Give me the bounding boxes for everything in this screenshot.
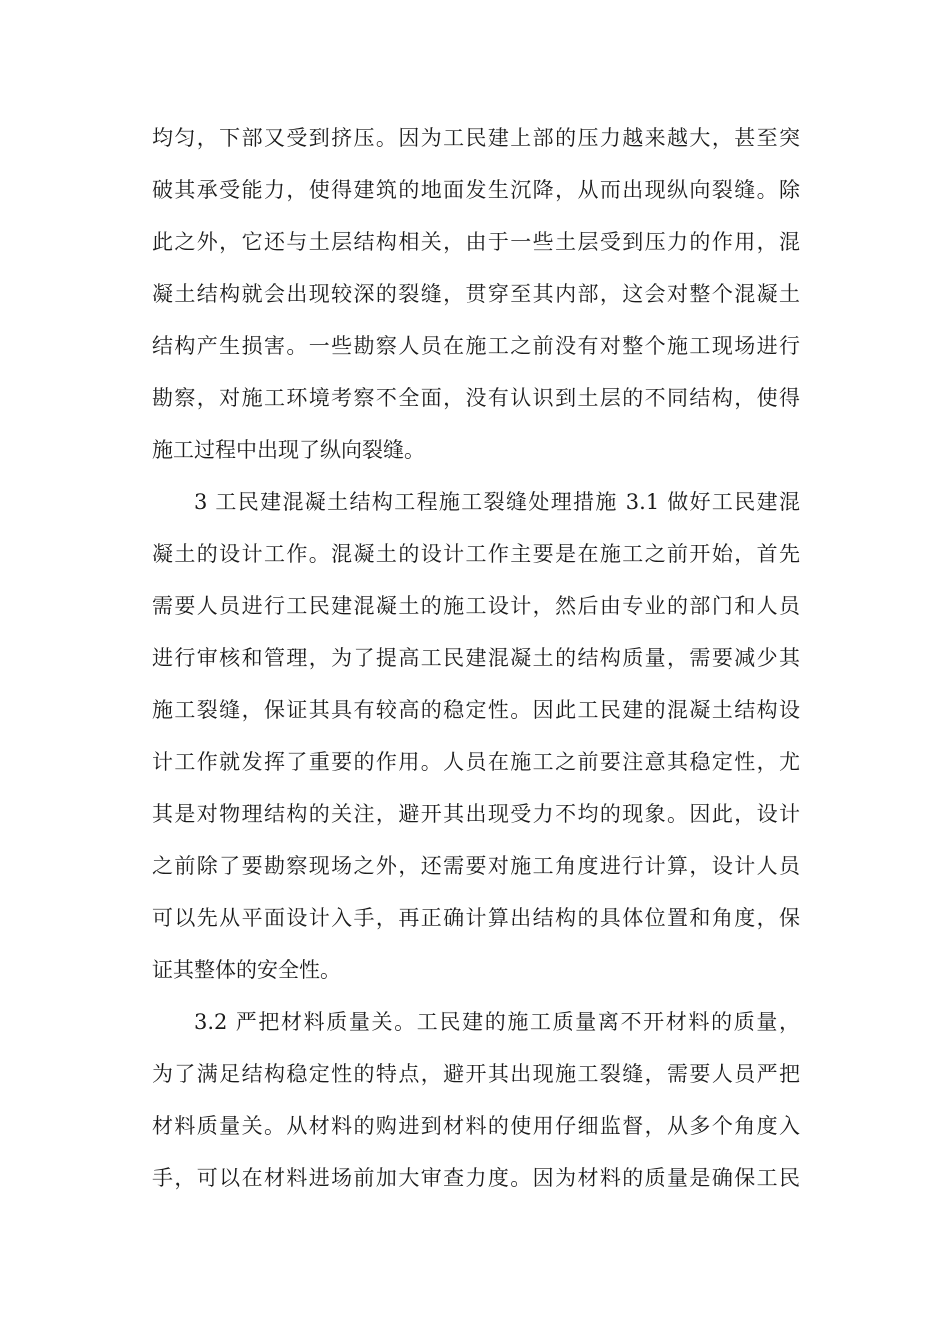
document-body [152,112,800,1204]
paragraph-section-3-1 [152,476,800,996]
text-line: 凝土的设计工作。混凝土的设计工作主要是在施工之前开始，首先 [152,542,800,566]
text-line: 3 工民建混凝土结构工程施工裂缝处理措施 3.1 做好工民建混 [194,490,800,514]
text-line: 均匀，下部又受到挤压。因为工民建上部的压力越来越大，甚至突 [152,126,800,150]
text-line: 结构产生损害。一些勘察人员在施工之前没有对整个施工现场进行 [152,334,800,358]
text-line: 施工裂缝，保证其具有较高的稳定性。因此工民建的混凝土结构设 [152,698,800,722]
text-line: 破其承受能力，使得建筑的地面发生沉降，从而出现纵向裂缝。除 [152,178,800,202]
text-line: 进行审核和管理，为了提高工民建混凝土的结构质量，需要减少其 [152,646,800,670]
text-line: 其是对物理结构的关注，避开其出现受力不均的现象。因此，设计 [152,802,800,826]
text-line: 可以先从平面设计入手，再正确计算出结构的具体位置和角度，保 [152,906,800,930]
text-line: 3.2 严把材料质量关。工民建的施工质量离不开材料的质量， [194,1010,800,1034]
text-line: 凝土结构就会出现较深的裂缝，贯穿至其内部，这会对整个混凝土 [152,282,800,306]
text-line: 施工过程中出现了纵向裂缝。 [152,438,425,462]
text-line: 为了满足结构稳定性的特点，避开其出现施工裂缝，需要人员严把 [152,1062,800,1086]
text-line: 需要人员进行工民建混凝土的施工设计，然后由专业的部门和人员 [152,594,800,618]
paragraph-foundation-cracks [152,112,800,476]
text-line: 之前除了要勘察现场之外，还需要对施工角度进行计算，设计人员 [152,854,800,878]
text-line: 手，可以在材料进场前加大审查力度。因为材料的质量是确保工民 [152,1166,800,1190]
text-line: 计工作就发挥了重要的作用。人员在施工之前要注意其稳定性，尤 [152,750,800,774]
text-line: 勘察，对施工环境考察不全面，没有认识到土层的不同结构，使得 [152,386,800,410]
paragraph-section-3-2 [152,996,800,1204]
text-line: 此之外，它还与土层结构相关，由于一些土层受到压力的作用，混 [152,230,800,254]
text-line: 证其整体的安全性。 [152,958,341,982]
text-line: 材料质量关。从材料的购进到材料的使用仔细监督，从多个角度入 [152,1114,800,1138]
